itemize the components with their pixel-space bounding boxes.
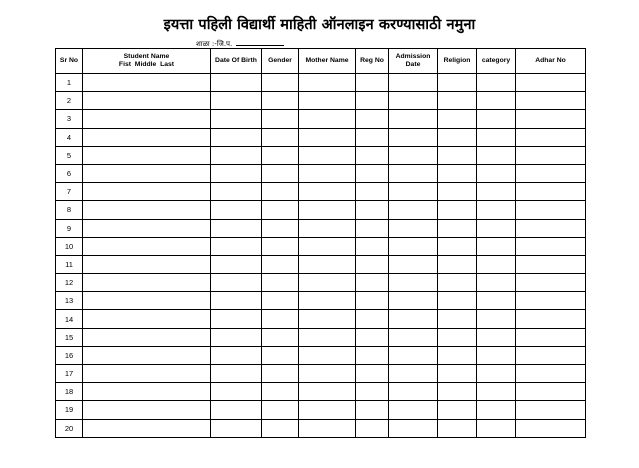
header-reg-no: Reg No <box>356 49 389 74</box>
admission-date-cell <box>389 365 438 383</box>
adhar-no-cell <box>516 365 586 383</box>
dob-cell <box>211 292 262 310</box>
religion-cell <box>438 401 477 419</box>
student-info-table <box>55 48 586 438</box>
religion-cell <box>438 255 477 273</box>
reg-no-cell <box>356 274 389 292</box>
gender-cell <box>262 292 299 310</box>
adhar-no-cell <box>516 219 586 237</box>
religion-cell <box>438 237 477 255</box>
header-religion: Religion <box>438 49 477 74</box>
category-cell <box>477 183 516 201</box>
adhar-no-cell <box>516 92 586 110</box>
reg-no-cell <box>356 183 389 201</box>
gender-cell <box>262 237 299 255</box>
admission-date-cell <box>389 201 438 219</box>
religion-cell <box>438 146 477 164</box>
mother-name-cell <box>299 128 356 146</box>
admission-date-cell <box>389 219 438 237</box>
admission-date-cell <box>389 92 438 110</box>
table-row <box>56 146 586 164</box>
category-cell <box>477 401 516 419</box>
reg-no-cell <box>356 310 389 328</box>
gender-cell <box>262 110 299 128</box>
adhar-no-cell <box>516 255 586 273</box>
table-row <box>56 183 586 201</box>
adhar-no-cell <box>516 274 586 292</box>
category-cell <box>477 346 516 364</box>
reg-no-cell <box>356 255 389 273</box>
adhar-no-cell <box>516 74 586 92</box>
dob-cell <box>211 310 262 328</box>
mother-name-cell <box>299 110 356 128</box>
mother-name-cell <box>299 146 356 164</box>
gender-cell <box>262 74 299 92</box>
dob-cell <box>211 219 262 237</box>
dob-cell <box>211 164 262 182</box>
mother-name-cell <box>299 164 356 182</box>
reg-no-cell <box>356 346 389 364</box>
mother-name-cell <box>299 365 356 383</box>
table-row <box>56 74 586 92</box>
reg-no-cell <box>356 292 389 310</box>
table-row <box>56 346 586 364</box>
admission-date-cell <box>389 328 438 346</box>
adhar-no-cell <box>516 346 586 364</box>
school-label: शाळा :-जि.प. <box>196 40 233 48</box>
sr-no-cell: 4 <box>56 128 83 146</box>
religion-cell <box>438 110 477 128</box>
sr-no-cell: 13 <box>56 292 83 310</box>
gender-cell <box>262 146 299 164</box>
reg-no-cell <box>356 110 389 128</box>
form-title: इयत्ता पहिली विद्यार्थी माहिती ऑनलाइन करण्यासाठी नमुना <box>163 17 476 33</box>
mother-name-cell <box>299 292 356 310</box>
sr-no-cell: 19 <box>56 401 83 419</box>
sr-no-cell: 3 <box>56 110 83 128</box>
student-name-cell <box>83 183 211 201</box>
reg-no-cell <box>356 74 389 92</box>
adhar-no-cell <box>516 146 586 164</box>
sr-no-cell: 17 <box>56 365 83 383</box>
admission-date-cell <box>389 110 438 128</box>
gender-cell <box>262 346 299 364</box>
sr-no-cell: 6 <box>56 164 83 182</box>
reg-no-cell <box>356 365 389 383</box>
category-cell <box>477 419 516 437</box>
mother-name-cell <box>299 237 356 255</box>
student-name-cell <box>83 110 211 128</box>
dob-cell <box>211 183 262 201</box>
dob-cell <box>211 365 262 383</box>
dob-cell <box>211 201 262 219</box>
mother-name-cell <box>299 346 356 364</box>
dob-cell <box>211 128 262 146</box>
table-row <box>56 219 586 237</box>
student-name-cell <box>83 346 211 364</box>
category-cell <box>477 219 516 237</box>
sr-no-cell: 15 <box>56 328 83 346</box>
religion-cell <box>438 346 477 364</box>
mother-name-cell <box>299 201 356 219</box>
sr-no-cell: 9 <box>56 219 83 237</box>
sr-no-cell: 5 <box>56 146 83 164</box>
adhar-no-cell <box>516 128 586 146</box>
adhar-no-cell <box>516 110 586 128</box>
table-row <box>56 419 586 437</box>
sr-no-cell: 14 <box>56 310 83 328</box>
category-cell <box>477 146 516 164</box>
gender-cell <box>262 310 299 328</box>
religion-cell <box>438 310 477 328</box>
category-cell <box>477 255 516 273</box>
table-row <box>56 292 586 310</box>
category-cell <box>477 164 516 182</box>
mother-name-cell <box>299 383 356 401</box>
dob-cell <box>211 74 262 92</box>
mother-name-cell <box>299 183 356 201</box>
gender-cell <box>262 128 299 146</box>
dob-cell <box>211 255 262 273</box>
dob-cell <box>211 401 262 419</box>
admission-date-cell <box>389 237 438 255</box>
gender-cell <box>262 383 299 401</box>
student-name-cell <box>83 92 211 110</box>
adhar-no-cell <box>516 401 586 419</box>
admission-date-cell <box>389 146 438 164</box>
gender-cell <box>262 365 299 383</box>
student-name-cell <box>83 201 211 219</box>
table-row <box>56 128 586 146</box>
dob-cell <box>211 92 262 110</box>
student-name-cell <box>83 219 211 237</box>
dob-cell <box>211 328 262 346</box>
religion-cell <box>438 201 477 219</box>
header-row <box>56 49 586 74</box>
header-gender: Gender <box>262 49 299 74</box>
religion-cell <box>438 365 477 383</box>
student-name-cell <box>83 164 211 182</box>
reg-no-cell <box>356 328 389 346</box>
reg-no-cell <box>356 128 389 146</box>
header-student-name-sub: Fist Middle Last <box>118 61 175 68</box>
student-name-cell <box>83 128 211 146</box>
category-cell <box>477 237 516 255</box>
student-name-cell <box>83 74 211 92</box>
sr-no-cell: 10 <box>56 237 83 255</box>
student-name-cell <box>83 237 211 255</box>
gender-cell <box>262 255 299 273</box>
header-mother-name: Mother Name <box>299 49 356 74</box>
category-cell <box>477 201 516 219</box>
adhar-no-cell <box>516 183 586 201</box>
admission-date-cell <box>389 274 438 292</box>
dob-cell <box>211 237 262 255</box>
category-cell <box>477 383 516 401</box>
dob-cell <box>211 274 262 292</box>
gender-cell <box>262 274 299 292</box>
gender-cell <box>262 401 299 419</box>
table-row <box>56 255 586 273</box>
table-row <box>56 92 586 110</box>
sr-no-cell: 11 <box>56 255 83 273</box>
reg-no-cell <box>356 201 389 219</box>
gender-cell <box>262 328 299 346</box>
mother-name-cell <box>299 219 356 237</box>
category-cell <box>477 92 516 110</box>
header-admission-label: Admission <box>395 53 431 61</box>
table-row <box>56 310 586 328</box>
mother-name-cell <box>299 255 356 273</box>
school-name-blank <box>236 45 284 46</box>
student-name-cell <box>83 383 211 401</box>
religion-cell <box>438 274 477 292</box>
religion-cell <box>438 219 477 237</box>
header-dob: Date Of Birth <box>211 49 262 74</box>
reg-no-cell <box>356 146 389 164</box>
category-cell <box>477 365 516 383</box>
sr-no-cell: 2 <box>56 92 83 110</box>
table-row <box>56 383 586 401</box>
dob-cell <box>211 346 262 364</box>
student-name-cell <box>83 419 211 437</box>
reg-no-cell <box>356 219 389 237</box>
sr-no-cell: 1 <box>56 74 83 92</box>
admission-date-cell <box>389 74 438 92</box>
mother-name-cell <box>299 92 356 110</box>
student-name-cell <box>83 365 211 383</box>
gender-cell <box>262 164 299 182</box>
header-adhar-no: Adhar No <box>516 49 586 74</box>
student-name-cell <box>83 292 211 310</box>
admission-date-cell <box>389 164 438 182</box>
category-cell <box>477 74 516 92</box>
religion-cell <box>438 419 477 437</box>
mother-name-cell <box>299 401 356 419</box>
admission-date-cell <box>389 292 438 310</box>
admission-date-cell <box>389 383 438 401</box>
religion-cell <box>438 183 477 201</box>
gender-cell <box>262 183 299 201</box>
table-row <box>56 401 586 419</box>
category-cell <box>477 310 516 328</box>
header-student-name <box>83 49 211 74</box>
student-name-cell <box>83 274 211 292</box>
header-student-name-label: Student Name <box>123 53 170 61</box>
header-admission-sub: Date <box>405 61 421 68</box>
sr-no-cell: 20 <box>56 419 83 437</box>
table-row <box>56 164 586 182</box>
category-cell <box>477 274 516 292</box>
student-name-cell <box>83 310 211 328</box>
category-cell <box>477 292 516 310</box>
admission-date-cell <box>389 346 438 364</box>
religion-cell <box>438 383 477 401</box>
adhar-no-cell <box>516 201 586 219</box>
mother-name-cell <box>299 274 356 292</box>
adhar-no-cell <box>516 164 586 182</box>
religion-cell <box>438 292 477 310</box>
adhar-no-cell <box>516 292 586 310</box>
mother-name-cell <box>299 310 356 328</box>
religion-cell <box>438 164 477 182</box>
dob-cell <box>211 110 262 128</box>
sr-no-cell: 16 <box>56 346 83 364</box>
admission-date-cell <box>389 419 438 437</box>
gender-cell <box>262 419 299 437</box>
reg-no-cell <box>356 419 389 437</box>
header-category: category <box>477 49 516 74</box>
adhar-no-cell <box>516 383 586 401</box>
sr-no-cell: 18 <box>56 383 83 401</box>
admission-date-cell <box>389 401 438 419</box>
category-cell <box>477 328 516 346</box>
religion-cell <box>438 328 477 346</box>
religion-cell <box>438 74 477 92</box>
sr-no-cell: 8 <box>56 201 83 219</box>
religion-cell <box>438 128 477 146</box>
header-sr-no: Sr No <box>56 49 83 74</box>
reg-no-cell <box>356 383 389 401</box>
reg-no-cell <box>356 237 389 255</box>
student-name-cell <box>83 146 211 164</box>
adhar-no-cell <box>516 419 586 437</box>
adhar-no-cell <box>516 237 586 255</box>
table-row <box>56 365 586 383</box>
table-row <box>56 201 586 219</box>
category-cell <box>477 128 516 146</box>
student-name-cell <box>83 255 211 273</box>
gender-cell <box>262 219 299 237</box>
admission-date-cell <box>389 183 438 201</box>
adhar-no-cell <box>516 328 586 346</box>
admission-date-cell <box>389 255 438 273</box>
table-row <box>56 110 586 128</box>
dob-cell <box>211 419 262 437</box>
religion-cell <box>438 92 477 110</box>
table-row <box>56 237 586 255</box>
dob-cell <box>211 383 262 401</box>
table-row <box>56 274 586 292</box>
header-admission-date <box>389 49 438 74</box>
gender-cell <box>262 201 299 219</box>
sr-no-cell: 12 <box>56 274 83 292</box>
category-cell <box>477 110 516 128</box>
student-name-cell <box>83 401 211 419</box>
sr-no-cell: 7 <box>56 183 83 201</box>
admission-date-cell <box>389 310 438 328</box>
mother-name-cell <box>299 74 356 92</box>
student-name-cell <box>83 328 211 346</box>
reg-no-cell <box>356 92 389 110</box>
gender-cell <box>262 92 299 110</box>
adhar-no-cell <box>516 310 586 328</box>
dob-cell <box>211 146 262 164</box>
table-row <box>56 328 586 346</box>
reg-no-cell <box>356 401 389 419</box>
mother-name-cell <box>299 419 356 437</box>
mother-name-cell <box>299 328 356 346</box>
reg-no-cell <box>356 164 389 182</box>
admission-date-cell <box>389 128 438 146</box>
